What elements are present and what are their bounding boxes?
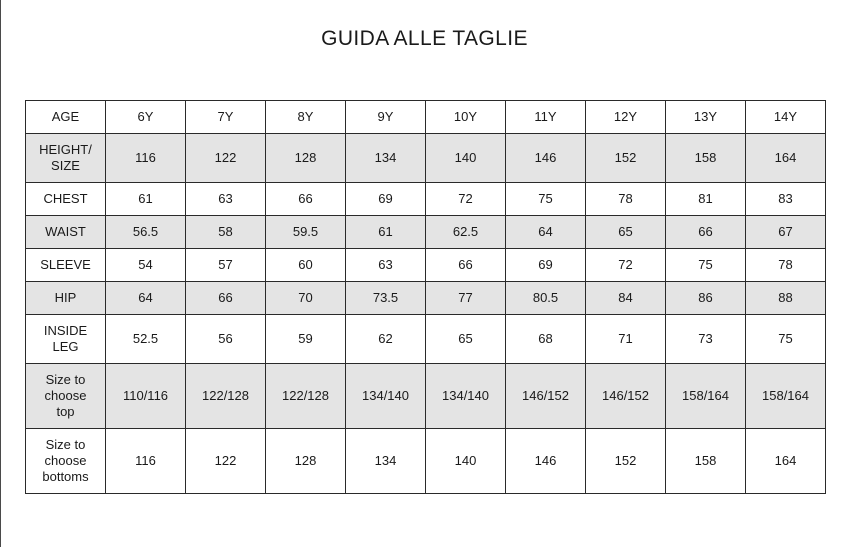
table-row-size-bottoms — [26, 429, 826, 494]
row-label-sleeve: SLEEVE — [26, 249, 106, 282]
table-cell: 86 — [666, 282, 746, 315]
table-header-row — [26, 101, 826, 134]
row-label-height-size: HEIGHT/ SIZE — [26, 134, 106, 183]
table-cell: 110/116 — [106, 364, 186, 429]
table-cell: 128 — [266, 134, 346, 183]
table-cell: 70 — [266, 282, 346, 315]
table-cell: 164 — [746, 134, 826, 183]
table-cell: 134 — [346, 429, 426, 494]
table-cell: 75 — [746, 315, 826, 364]
table-cell: 83 — [746, 183, 826, 216]
table-cell: 64 — [106, 282, 186, 315]
table-cell: 140 — [426, 134, 506, 183]
table-cell: 146 — [506, 429, 586, 494]
table-cell: 56.5 — [106, 216, 186, 249]
table-cell: 134 — [346, 134, 426, 183]
table-cell: 122 — [186, 429, 266, 494]
table-cell: 158/164 — [746, 364, 826, 429]
table-cell: 59 — [266, 315, 346, 364]
table-cell: 134/140 — [346, 364, 426, 429]
table-cell: 78 — [746, 249, 826, 282]
header-cell: 7Y — [186, 101, 266, 134]
table-cell: 56 — [186, 315, 266, 364]
table-cell: 81 — [666, 183, 746, 216]
table-row-hip — [26, 282, 826, 315]
table-cell: 158 — [666, 429, 746, 494]
table-cell: 72 — [586, 249, 666, 282]
table-cell: 63 — [186, 183, 266, 216]
table-cell: 116 — [106, 429, 186, 494]
header-cell: 8Y — [266, 101, 346, 134]
table-cell: 146 — [506, 134, 586, 183]
table-row-waist — [26, 216, 826, 249]
table-cell: 73 — [666, 315, 746, 364]
table-cell: 152 — [586, 429, 666, 494]
row-label-size-bottoms: Size to choose bottoms — [26, 429, 106, 494]
table-row-chest — [26, 183, 826, 216]
table-cell: 57 — [186, 249, 266, 282]
table-cell: 84 — [586, 282, 666, 315]
left-edge-line — [0, 0, 1, 547]
table-cell: 134/140 — [426, 364, 506, 429]
table-row-sleeve — [26, 249, 826, 282]
row-label-size-top: Size to choose top — [26, 364, 106, 429]
table-cell: 122/128 — [266, 364, 346, 429]
table-cell: 69 — [346, 183, 426, 216]
header-cell: 10Y — [426, 101, 506, 134]
row-label-hip: HIP — [26, 282, 106, 315]
table-cell: 65 — [426, 315, 506, 364]
header-cell: 14Y — [746, 101, 826, 134]
table-cell: 140 — [426, 429, 506, 494]
table-row-height — [26, 134, 826, 183]
table-cell: 128 — [266, 429, 346, 494]
table-cell: 72 — [426, 183, 506, 216]
table-cell: 158/164 — [666, 364, 746, 429]
row-label-inside-leg: INSIDE LEG — [26, 315, 106, 364]
table-cell: 52.5 — [106, 315, 186, 364]
table-cell: 65 — [586, 216, 666, 249]
table-cell: 75 — [666, 249, 746, 282]
table-cell: 158 — [666, 134, 746, 183]
table-cell: 67 — [746, 216, 826, 249]
table-cell: 54 — [106, 249, 186, 282]
table-cell: 58 — [186, 216, 266, 249]
table-row-inside-leg — [26, 315, 826, 364]
table-cell: 63 — [346, 249, 426, 282]
table-cell: 146/152 — [586, 364, 666, 429]
header-cell: 13Y — [666, 101, 746, 134]
header-cell: 9Y — [346, 101, 426, 134]
table-cell: 68 — [506, 315, 586, 364]
table-cell: 78 — [586, 183, 666, 216]
table-cell: 88 — [746, 282, 826, 315]
table-cell: 71 — [586, 315, 666, 364]
header-cell: 12Y — [586, 101, 666, 134]
row-label-chest: CHEST — [26, 183, 106, 216]
table-cell: 59.5 — [266, 216, 346, 249]
table-cell: 77 — [426, 282, 506, 315]
table-cell: 146/152 — [506, 364, 586, 429]
table-cell: 64 — [506, 216, 586, 249]
table-cell: 69 — [506, 249, 586, 282]
size-chart-table — [25, 100, 826, 494]
table-cell: 66 — [666, 216, 746, 249]
table-cell: 66 — [186, 282, 266, 315]
table-cell: 80.5 — [506, 282, 586, 315]
header-cell: 6Y — [106, 101, 186, 134]
table-cell: 152 — [586, 134, 666, 183]
table-cell: 62.5 — [426, 216, 506, 249]
header-cell: 11Y — [506, 101, 586, 134]
table-cell: 116 — [106, 134, 186, 183]
table-cell: 60 — [266, 249, 346, 282]
table-cell: 75 — [506, 183, 586, 216]
table-cell: 66 — [266, 183, 346, 216]
table-cell: 61 — [346, 216, 426, 249]
table-row-size-top — [26, 364, 826, 429]
row-label-waist: WAIST — [26, 216, 106, 249]
table-cell: 164 — [746, 429, 826, 494]
table-cell: 61 — [106, 183, 186, 216]
page-title: GUIDA ALLE TAGLIE — [321, 27, 528, 50]
table-cell: 62 — [346, 315, 426, 364]
table-cell: 122 — [186, 134, 266, 183]
table-cell: 122/128 — [186, 364, 266, 429]
row-label-age: AGE — [26, 101, 106, 134]
table-cell: 66 — [426, 249, 506, 282]
table-cell: 73.5 — [346, 282, 426, 315]
